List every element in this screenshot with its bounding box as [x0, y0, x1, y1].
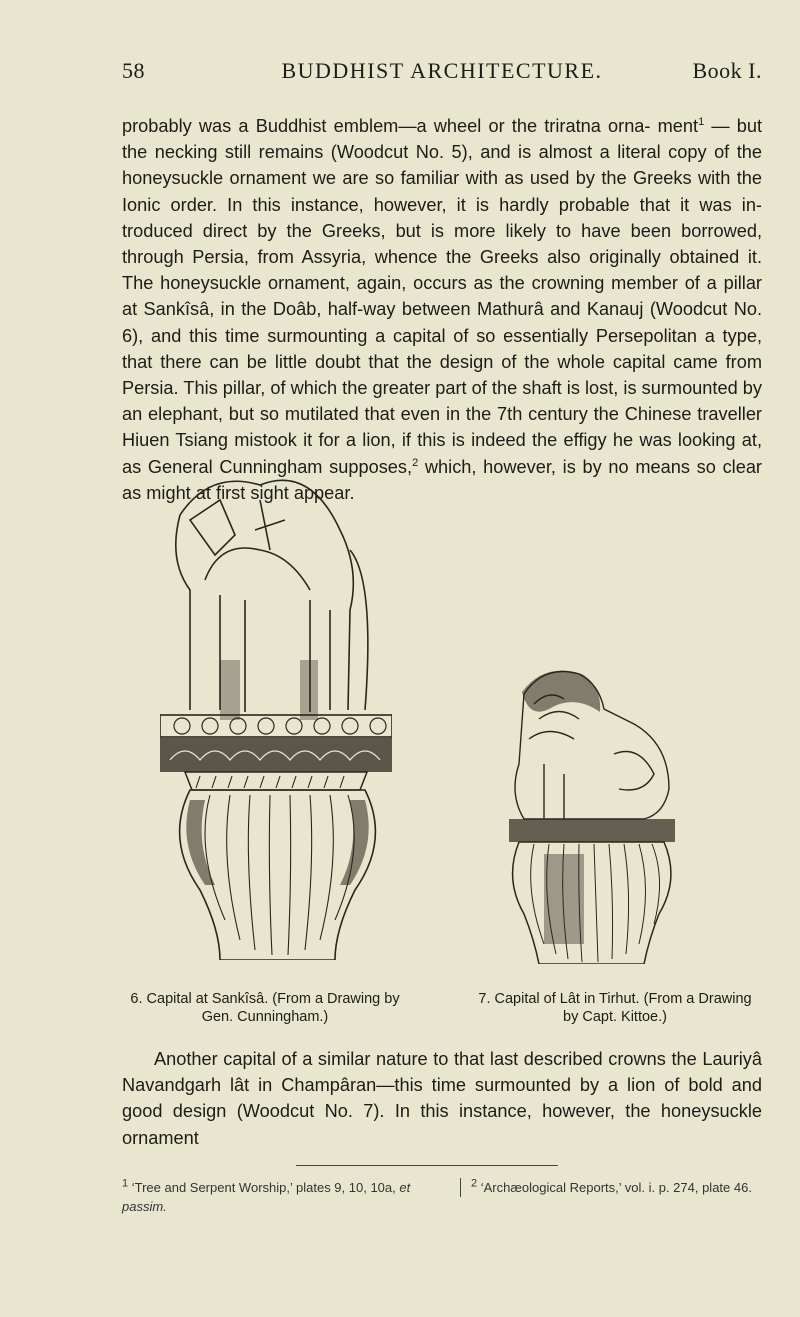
footnote-ref-1: 1	[698, 115, 705, 128]
figure-6-caption: 6. Capital at Sankîsâ. (From a Drawing by Gen. Cunningham.)	[130, 991, 400, 1025]
running-title: BUDDHIST ARCHITECTURE.	[281, 58, 603, 83]
footnote-1-italic: et passim.	[122, 1180, 411, 1214]
lion-capital-drawing	[504, 664, 680, 964]
footnote-1-text: ‘Tree and Serpent Worship,’ plates 9, 10, 10a,	[128, 1180, 400, 1195]
figure-6-illustration	[160, 460, 392, 960]
footnote-ref-2: 2	[412, 456, 419, 469]
elephant-capital-drawing	[160, 460, 392, 960]
footnote-2	[460, 1178, 773, 1197]
paragraph-1-part-a: probably was a Buddhist emblem—a wheel or the triratna orna- ment	[122, 116, 699, 136]
book-label: Book I.	[692, 58, 762, 83]
figure-7-caption: 7. Capital of Lât in Tirhut. (From a Drawing by Capt. Kittoe.)	[478, 991, 752, 1025]
footnote-1-mark: 1	[122, 1177, 129, 1190]
page-number: 58	[122, 58, 145, 83]
footnote-2-text: ‘Archæological Reports,’ vol. i. p. 274, plate 46.	[477, 1180, 752, 1195]
paragraph-1-part-c: which, however, is by no means so clear as might at first sight appear.	[122, 456, 762, 503]
running-header	[122, 58, 762, 92]
paragraph-2: Another capital of a similar nature to that last described crowns the Lauriyâ Navandgarh lât in Champâran—this time surmounted by a lion of bold and good design (Woodcut No. 7). In this instance, however, the honeysuckle ornament	[122, 1049, 762, 1148]
footnote-rule	[296, 1165, 558, 1166]
paragraph-1-part-b: — but the necking still remains (Woodcut No. 5), and is almost a literal copy of the honeysuckle ornament we are so familiar with as used by the Greeks with the Ionic order. In this instance, however, it is hardly probable that it was in- troduced direct by the Greeks, but is more likely to have been borrowed, through Persia, from Assyria, whence the Greeks also originally obtained it. The honeysuckle ornament, again, occurs as the crowning member of a pillar at Sankîsâ, in the Doâb, half-way between Mathurâ and Kanauj (Woodcut No. 6), and this time surmounting a capital of so essentially Persepolitan a type, that there can be little doubt that the design of the whole capital came from Persia. This pillar, of which the greater part of the shaft is lost, is surmounted by an elephant, but so mutilated that even in the 7th century the Chinese traveller Hiuen Tsiang mistook it for a lion, if this is indeed the effigy he was looking at, as General Cunningham supposes,	[122, 116, 762, 477]
footnote-2-mark: 2	[471, 1177, 478, 1190]
figure-7-illustration	[504, 664, 680, 964]
footnote-1	[122, 1178, 428, 1216]
